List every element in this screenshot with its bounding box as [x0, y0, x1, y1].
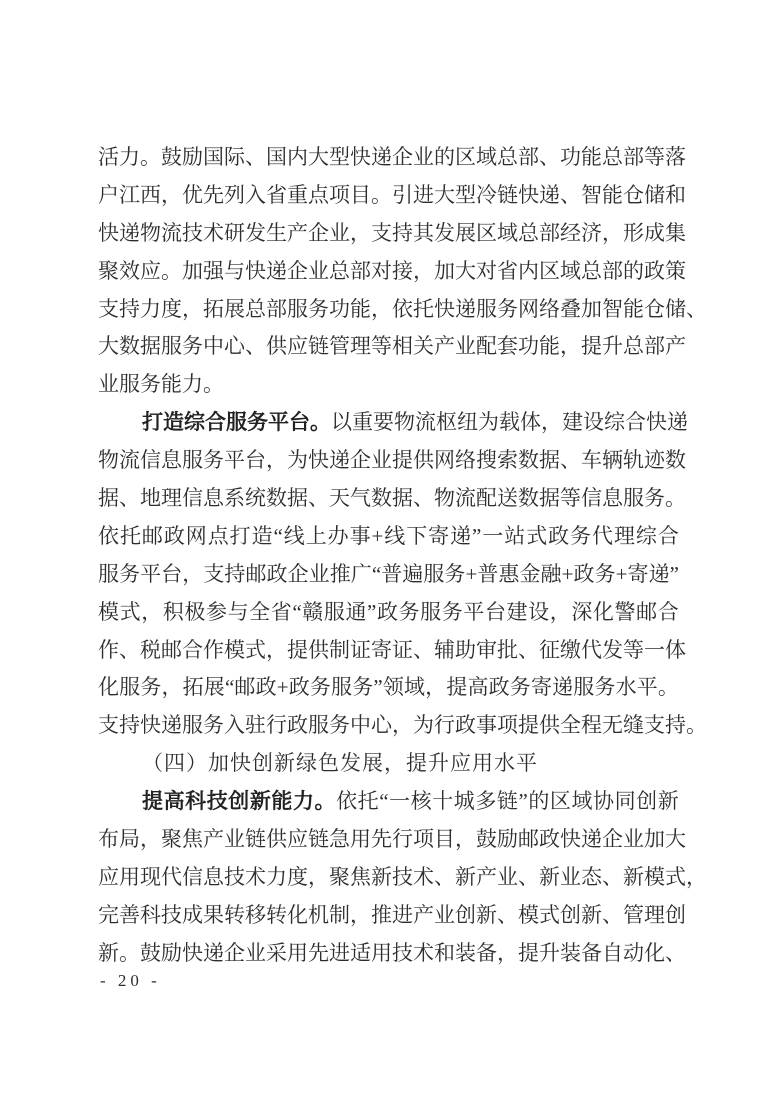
text-line: 聚 效 应 。 加 强 与 快 递 企 业 总 部 对 接 ， 加 大 对 省 内 区 域 总 部 的 政 策 [98, 258, 686, 283]
text-line: 新 。 鼓 励 快 递 企 业 采 用 先 进 适 用 技 术 和 装 备 ， 提 升 装 备 自 动 化 、 [98, 940, 686, 965]
text-line: 户 江 西 ， 优 先 列 入 省 重 点 项 目 。 引 进 大 型 冷 链 快 递 、 智 能 仓 储 和 [98, 182, 686, 207]
text-line: 支 持 力 度 ， 拓 展 总 部 服 务 功 能 ， 依 托 快 递 服 务 网 络 叠 加 智 能 仓 储 、 [98, 296, 707, 321]
text-line: 支 持 快 递 服 务 入 驻 行 政 服 务 中 心 ， 为 行 政 事 项 提 供 全 程 无 缝 支 持 。 [98, 713, 707, 738]
section-heading-line: （四）加快创新绿色发展，提升应用水平 [142, 751, 538, 776]
text-line: 作 、 税 邮 合 作 模 式 ， 提 供 制 证 寄 证 、 辅 助 审 批 、 征 缴 代 发 等 一 体 [98, 637, 686, 662]
text-line: 布 局 ， 聚 焦 产 业 链 供 应 链 急 用 先 行 项 目 ， 鼓 励 邮 政 快 递 企 业 加 大 [98, 827, 686, 852]
text-line: 提 高 科 技 创 新 能 力 。 依 托 “ 一 核 十 城 多 链 ” 的 区 域 协 同 创 新 [142, 789, 679, 814]
text-line: 服 务 平 台 ， 支 持 邮 政 企 业 推 广 “ 普 遍 服 务 + 普 惠 金 融 + 政 务 + 寄 递 ” [98, 561, 679, 586]
text-line: 活 力 。 鼓 励 国 际 、 国 内 大 型 快 递 企 业 的 区 域 总 部 、 功 能 总 部 等 落 [98, 145, 686, 169]
text-line: 模 式 ， 积 极 参 与 全 省 “ 赣 服 通 ” 政 务 服 务 平 台 建 设 ， 深 化 警 邮 合 [98, 599, 679, 624]
page-number: - 20 - [100, 971, 161, 990]
text-line: 化 服 务 ， 拓 展 “ 邮 政 + 政 务 服 务 ” 领 域 ， 提 高 政 务 寄 递 服 务 水 平 。 [98, 675, 679, 700]
text-line: 应 用 现 代 信 息 技 术 力 度 ， 聚 焦 新 技 术 、 新 产 业 、 新 业 态 、 新 模 式 ， [98, 864, 707, 889]
text-line: 大 数 据 服 务 中 心 、 供 应 链 管 理 等 相 关 产 业 配 套 功 能 ， 提 升 总 部 产 [98, 334, 686, 359]
text-line: 业服务能力。 [98, 372, 224, 397]
text-line: 打 造 综 合 服 务 平 台 。 以 重 要 物 流 枢 纽 为 载 体 ， 建 设 综 合 快 递 [142, 410, 688, 435]
text-line: 快 递 物 流 技 术 研 发 生 产 企 业 ， 支 持 其 发 展 区 域 总 部 经 济 ， 形 成 集 [98, 220, 686, 245]
text-line: 据 、 地 理 信 息 系 统 数 据 、 天 气 数 据 、 物 流 配 送 数 据 等 信 息 服 务 。 [98, 486, 686, 511]
text-line: 物 流 信 息 服 务 平 台 ， 为 快 递 企 业 提 供 网 络 搜 索 数 据 、 车 辆 轨 迹 数 [98, 448, 686, 473]
text-line: 完 善 科 技 成 果 转 移 转 化 机 制 ， 推 进 产 业 创 新 、 模 式 创 新 、 管 理 创 [98, 902, 686, 927]
text-block [98, 139, 707, 973]
text-line: 依 托 邮 政 网 点 打 造 “ 线 上 办 事 + 线 下 寄 递 ” 一 站 式 政 务 代 理 综 合 [98, 523, 679, 548]
